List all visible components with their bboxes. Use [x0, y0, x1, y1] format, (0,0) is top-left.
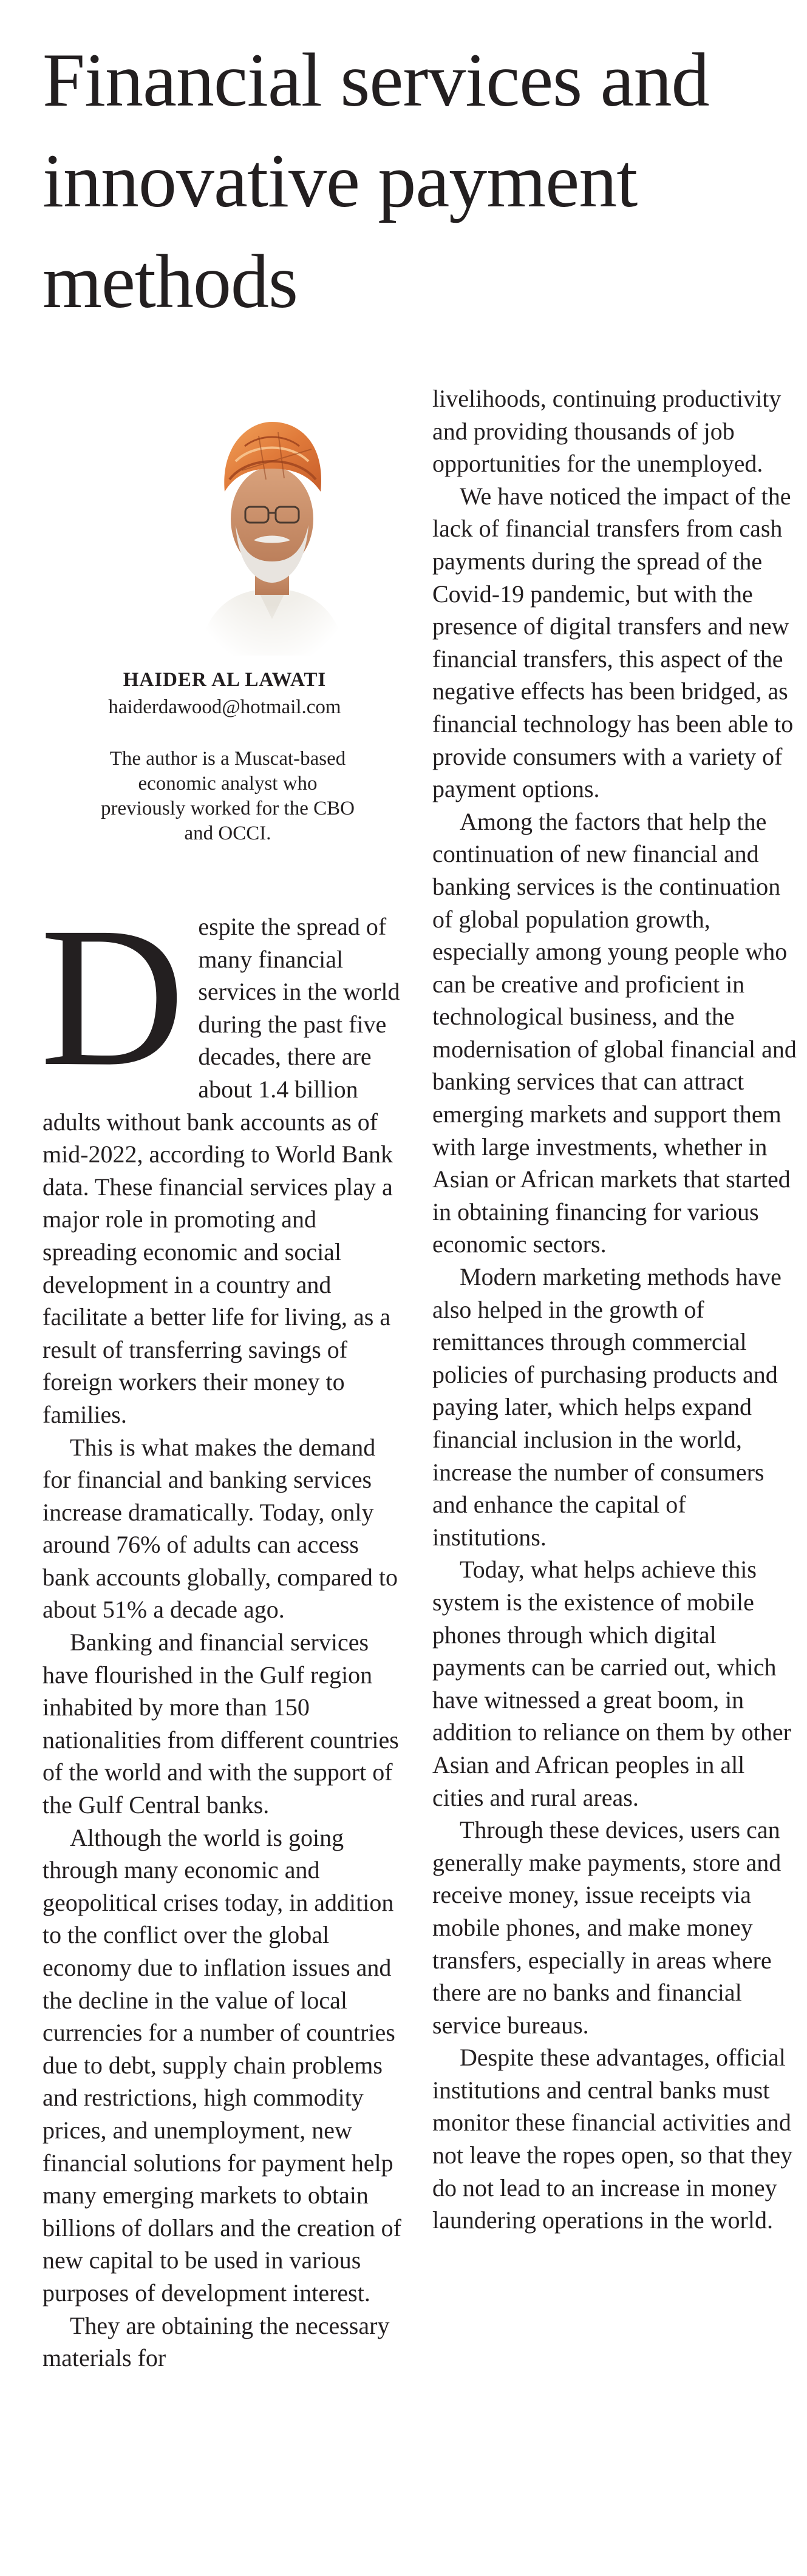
article-headline: Financial services and innovative payment methods — [43, 38, 709, 324]
paragraph: Through these devices, users can generally make payments, store and receive money, issue receipts via mobile phones, and make money transfers, especially in areas where there are no banks and financial service bureaus. — [432, 1816, 781, 2039]
author-name: HAIDER AL LAWATI — [123, 669, 327, 691]
continued-paragraph: livelihoods, continuing productivity and providing thousands of job opportunities for the unemployed. — [432, 385, 781, 478]
lead-paragraph-text: espite the spread of many financial services in the world during the past five decades, there are about 1.4 billion adults without bank accounts as of mid-2022, according to World Bank data. These financial services play a major role in promoting and spreading economic and social development in a country and facilitate a better life for living, as a result of transferring savings of foreign workers their money to families. — [43, 913, 400, 1428]
author-email[interactable]: haiderdawood@hotmail.com — [108, 696, 341, 718]
paragraph: Banking and financial services have flourished in the Gulf region inhabited by more than 150 nationalities from different countries of the world and with the support of the Gulf Central banks. — [43, 1629, 399, 1819]
lead-paragraph — [40, 886, 407, 1431]
paragraph: They are obtaining the necessary materials for — [43, 2311, 390, 2372]
left-column — [40, 886, 407, 2374]
author-bio: The author is a Muscat-based economic analyst who previously worked for the CBO and OCCI. — [101, 748, 355, 844]
paragraph: Although the world is going through many economic and geopolitical crises today, in addition to the conflict over the global economy due to inflation issues and the decline in the value of local currencies for a number of countries due to debt, supply chain problems and restrictions, high commodity prices, and unemployment, new financial solutions for payment help many emerging markets to obtain billions of dollars and the creation of new capital to be used in various purposes of development interest. — [43, 1823, 401, 2307]
author-portrait-icon — [187, 388, 357, 656]
paragraph: Despite these advantages, official institutions and central banks must monitor these financial activities and not leave the ropes open, so that they do not lead to an increase in money laundering operations in the world. — [432, 2044, 793, 2234]
paragraph: We have noticed the impact of the lack of financial transfers from cash payments during the spread of the Covid-19 pandemic, but with the presence of digital transfers and new financial transfers, this aspect of the negative effects has been bridged, as financial technology has been able to provide consumers with a variety of payment options. — [432, 482, 794, 803]
drop-cap: D — [40, 886, 185, 1108]
right-column — [432, 382, 797, 2237]
paragraph: Among the factors that help the continuation of new financial and banking services is the continuation of global population growth, especially among young people who can be creative and proficient in technological business, and the modernisation of global financial and banking services that can attract emerging markets and support them with large investments, whether in Asian or African markets that started in obtaining financing for various economic sectors. — [432, 807, 797, 1258]
paragraph: Modern marketing methods have also helped in the growth of remittances through commercial policies of purchasing products and paying later, which helps expand financial inclusion in the world, increase the number of consumers and enhance the capital of institutions. — [432, 1263, 781, 1551]
paragraph: Today, what helps achieve this system is the existence of mobile phones through which digital payments can be carried out, which have witnessed a great boom, in addition to reliance on them by other Asian and African peoples in all cities and rural areas. — [432, 1556, 791, 1811]
paragraph: This is what makes the demand for financial and banking services increase dramatically. Today, only around 76% of adults can access bank accounts globally, compared to about 51% a decade ago. — [43, 1433, 398, 1624]
